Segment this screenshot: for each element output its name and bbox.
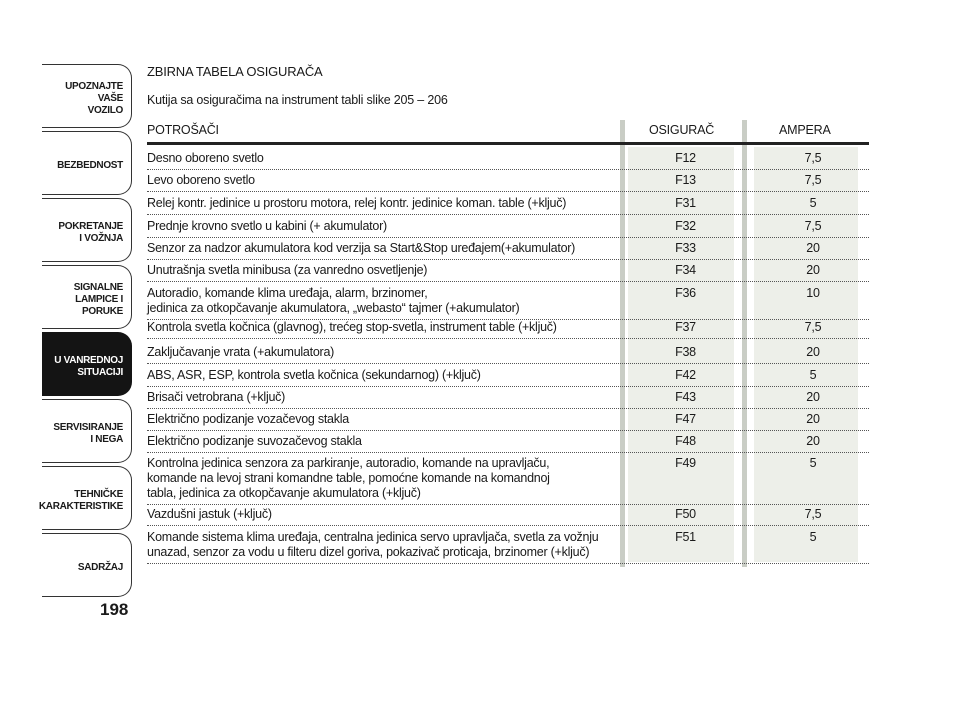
table-row	[147, 241, 869, 256]
row-amperage: 7,5	[804, 151, 822, 165]
row-amperage: 20	[806, 390, 820, 404]
tab-sadrzaj[interactable]: SADRŽAJ	[42, 533, 132, 597]
row-fuse: F31	[675, 196, 696, 210]
row-divider	[147, 452, 869, 453]
table-row	[147, 286, 869, 316]
page-title: ZBIRNA TABELA OSIGURAČA	[147, 64, 323, 79]
row-fuse: F50	[675, 507, 696, 521]
tab-u-vanrednoj-situaciji[interactable]: U VANREDNOJ SITUACIJI	[42, 332, 132, 396]
row-amperage: 7,5	[804, 219, 822, 233]
row-fuse: F34	[675, 263, 696, 277]
table-row	[147, 390, 869, 405]
header-fuse: OSIGURAČ	[649, 123, 715, 137]
row-amperage: 7,5	[804, 173, 822, 187]
header-rule	[147, 142, 869, 145]
row-description: Kontrolna jedinica senzora za parkiranje, autoradio, komande na upravljaču, komande na levoj strani komandne table, pomoćne komande na komandnoj tabla, jedinica za otkopčavanje akumulatora (+ključ)	[147, 456, 550, 500]
row-divider	[147, 281, 869, 282]
row-description: Električno podizanje vozačevog stakla	[147, 412, 349, 426]
table-row	[147, 196, 869, 211]
row-amperage: 5	[809, 196, 817, 210]
table-row	[147, 530, 869, 560]
row-divider	[147, 430, 869, 431]
table-row	[147, 151, 869, 166]
row-amperage: 20	[806, 241, 820, 255]
page-subtitle: Kutija sa osiguračima na instrument tabli slike 205 – 206	[147, 93, 448, 107]
tab-bezbednost[interactable]: BEZBEDNOST	[42, 131, 132, 195]
row-divider	[147, 563, 869, 564]
row-amperage: 20	[806, 412, 820, 426]
table-row	[147, 263, 869, 278]
table-row	[147, 434, 869, 449]
tab-pokretanje-i-voznja[interactable]: POKRETANJE I VOŽNJA	[42, 198, 132, 262]
row-amperage: 5	[809, 456, 817, 470]
row-description: Prednje krovno svetlo u kabini (+ akumulator)	[147, 219, 387, 233]
row-amperage: 20	[806, 345, 820, 359]
row-fuse: F49	[675, 456, 696, 470]
row-divider	[147, 386, 869, 387]
row-fuse: F42	[675, 368, 696, 382]
row-amperage: 7,5	[804, 507, 822, 521]
row-amperage: 10	[806, 286, 820, 300]
row-divider	[147, 259, 869, 260]
tab-upoznajte-vase-vozilo[interactable]: UPOZNAJTE VAŠE VOZILO	[42, 64, 132, 128]
row-amperage: 20	[806, 263, 820, 277]
row-divider	[147, 525, 869, 526]
row-description: Unutrašnja svetla minibusa (za vanredno osvetljenje)	[147, 263, 428, 277]
table-row	[147, 456, 869, 501]
row-fuse: F12	[675, 151, 696, 165]
tab-servisiranje-i-nega[interactable]: SERVISIRANJE I NEGA	[42, 399, 132, 463]
table-row	[147, 173, 869, 188]
row-description: Komande sistema klima uređaja, centralna jedinica servo upravljača, svetla za vožnju unazad, senzor za vodu u filteru dizel goriva, pokazivač proticaja, brzinomer (+ključ)	[147, 530, 599, 559]
row-fuse: F36	[675, 286, 696, 300]
table-row	[147, 507, 869, 522]
row-description: Zaključavanje vrata (+akumulatora)	[147, 345, 335, 359]
page-number: 198	[100, 600, 129, 619]
row-description: Autoradio, komande klima uređaja, alarm, brzinomer, jedinica za otkopčavanje akumulatora, „webasto“ tajmer (+akumulator)	[147, 286, 520, 315]
row-divider	[147, 504, 869, 505]
row-fuse: F43	[675, 390, 696, 404]
row-fuse: F47	[675, 412, 696, 426]
row-amperage: 7,5	[804, 320, 822, 334]
row-fuse: F48	[675, 434, 696, 448]
header-consumer: POTROŠAČI	[147, 123, 219, 137]
table-row	[147, 219, 869, 234]
tab-signalne-lampice[interactable]: SIGNALNE LAMPICE I PORUKE	[42, 265, 132, 329]
row-fuse: F37	[675, 320, 696, 334]
row-amperage: 5	[809, 530, 817, 544]
row-description: Levo oboreno svetlo	[147, 173, 255, 187]
header-amp: AMPERA	[779, 123, 831, 137]
table-row	[147, 368, 869, 383]
row-divider	[147, 338, 869, 339]
table-row	[147, 412, 869, 427]
row-divider	[147, 214, 869, 215]
table-row	[147, 345, 869, 360]
row-divider	[147, 237, 869, 238]
row-divider	[147, 191, 869, 192]
row-divider	[147, 363, 869, 364]
row-description: ABS, ASR, ESP, kontrola svetla kočnica (sekundarnog) (+ključ)	[147, 368, 481, 382]
row-fuse: F38	[675, 345, 696, 359]
row-description: Kontrola svetla kočnica (glavnog), trećeg stop-svetla, instrument table (+ključ)	[147, 320, 557, 334]
row-description: Vazdušni jastuk (+ključ)	[147, 507, 272, 521]
tab-tehnicke-karakteristike[interactable]: TEHNIČKE KARAKTERISTIKE	[42, 466, 132, 530]
row-description: Brisači vetrobrana (+ključ)	[147, 390, 286, 404]
row-description: Senzor za nadzor akumulatora kod verzija sa Start&Stop uređajem(+akumulator)	[147, 241, 576, 255]
row-fuse: F51	[675, 530, 696, 544]
row-divider	[147, 169, 869, 170]
row-amperage: 20	[806, 434, 820, 448]
row-amperage: 5	[809, 368, 817, 382]
row-description: Električno podizanje suvozačevog stakla	[147, 434, 362, 448]
row-fuse: F32	[675, 219, 696, 233]
row-description: Desno oboreno svetlo	[147, 151, 264, 165]
row-fuse: F13	[675, 173, 696, 187]
row-fuse: F33	[675, 241, 696, 255]
row-description: Relej kontr. jedinice u prostoru motora, relej kontr. jedinice koman. table (+ključ)	[147, 196, 567, 210]
row-divider	[147, 408, 869, 409]
table-row	[147, 320, 869, 335]
